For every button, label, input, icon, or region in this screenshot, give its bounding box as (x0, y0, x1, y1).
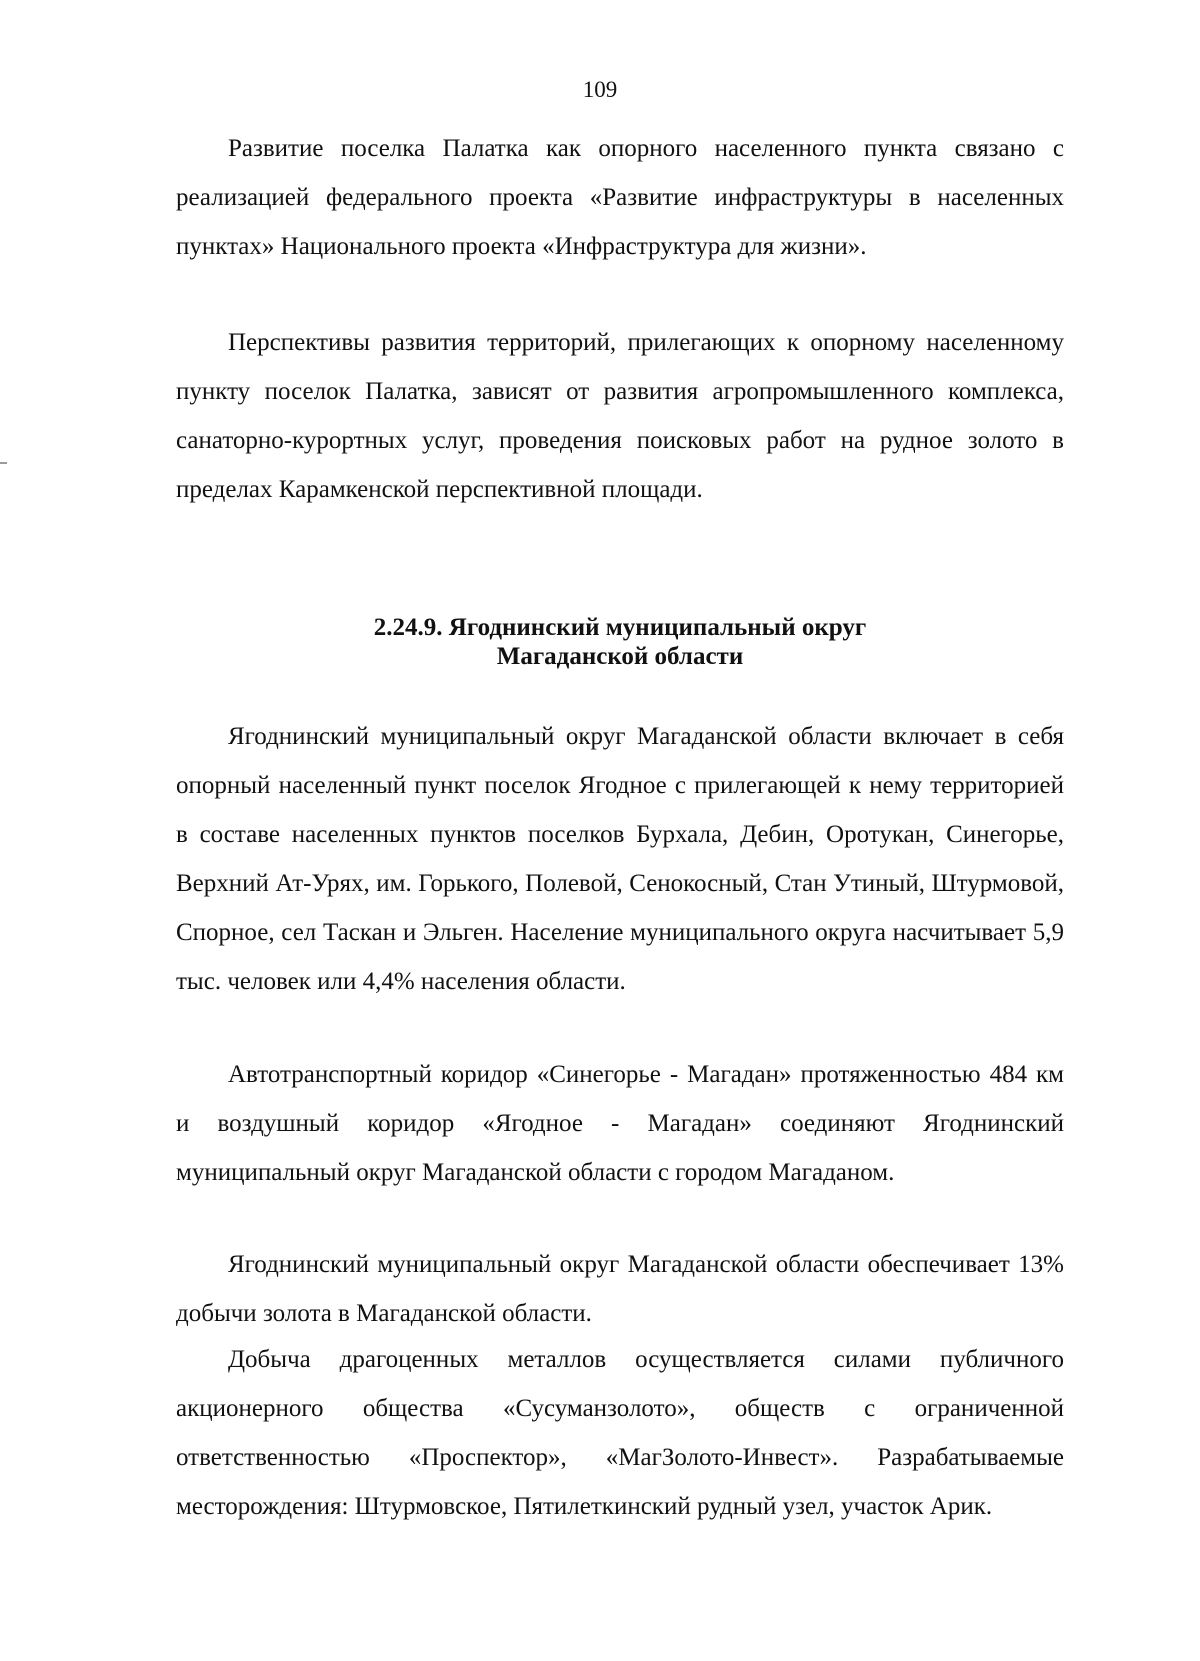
paragraph-palatka-prospects: Перспективы развития территорий, прилегающих к опорному населенному пункту поселок Палатка, зависят от развития агропромышленного комплекса, санаторно-курортных услуг, проведения поисковых работ на рудное золото в пределах Карамкенской перспективной площади. (176, 329, 1064, 503)
paragraph-palatka-development: Развитие поселка Палатка как опорного населенного пункта связано с реализацией федерального проекта «Развитие инфраструктуры в населенных пунктах» Национального проекта «Инфраструктура для жизни». (176, 135, 1064, 260)
page-number: 109 (582, 77, 618, 102)
paragraph-yagodnoe-composition: Ягоднинский муниципальный округ Магаданской области включает в себя опорный населенный пункт поселок Ягодное с прилегающей к нему территорией в составе населенных пунктов поселков Бурхала, Дебин, Оротукан, Синегорье, Верхний Ат-Урях, им. Горького, Полевой, Сенокосный, Стан Утиный, Штурмовой, Спорное, сел Таскан и Эльген. Население муниципального округа насчитывает 5,9 тыс. человек или 4,4% населения области. (176, 723, 1064, 995)
paragraph-mining-companies: Добыча драгоценных металлов осуществляется силами публичного акционерного общества «Сусуманзолото», обществ с ограниченной ответственностью «Проспектор», «МагЗолото-Инвест». Разрабатываемые месторождения: Штурмовское, Пятилеткинский рудный узел, участок Арик. (176, 1346, 1064, 1520)
paragraph-gold-share: Ягоднинский муниципальный округ Магаданской области обеспечивает 13% добычи золота в Магаданской области. (176, 1251, 1064, 1327)
section-heading-line-1: 2.24.9. Ягоднинский муниципальный округ (373, 614, 867, 641)
section-heading-line-2: Магаданской области (496, 643, 744, 670)
paragraph-transport-corridors: Автотранспортный коридор «Синегорье - Магадан» протяженностью 484 км и воздушный коридор «Ягодное - Магадан» соединяют Ягоднинский муниципальный округ Магаданской области с городом Магаданом. (176, 1061, 1064, 1186)
section-heading (176, 613, 1064, 671)
scan-edge-mark (0, 462, 7, 464)
